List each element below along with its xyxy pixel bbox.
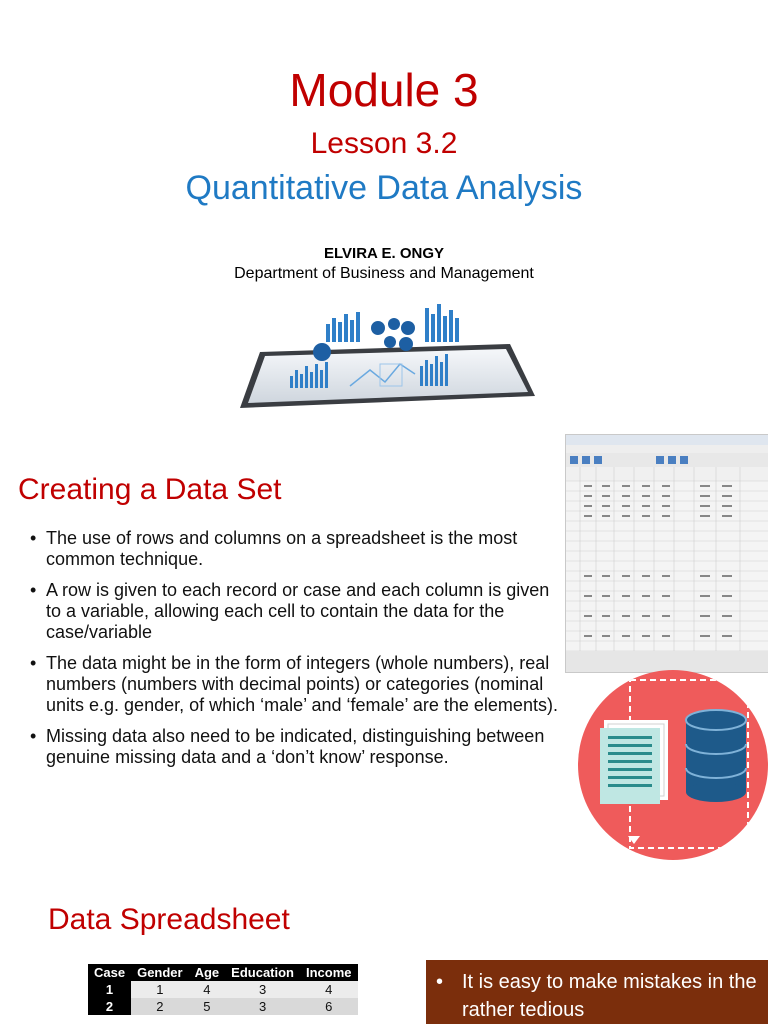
list-item: • A row is given to each record or case and each column is given to a variable, allowing each cell to contain the data for the case/variable xyxy=(30,580,565,643)
table-cell: 3 xyxy=(225,998,300,1015)
table-cell: 3 xyxy=(225,981,300,998)
bullet-marker: • xyxy=(436,971,444,993)
subject-title: Quantitative Data Analysis xyxy=(185,169,583,207)
author-department: Department of Business and Management xyxy=(234,265,534,282)
table-header-row xyxy=(88,964,358,981)
table-cell: 1 xyxy=(88,981,131,998)
list-item: • The data might be in the form of integers (whole numbers), real numbers (numbers with decimal points) or categories (nominal units e.g. gender, of which ‘male’ and ‘female’ are the elements). xyxy=(30,653,565,716)
table-row xyxy=(88,981,358,998)
list-item: • The use of rows and columns on a spreadsheet is the most common technique. xyxy=(30,528,565,570)
table-cell: 2 xyxy=(131,998,189,1015)
lesson-title: Lesson 3.2 xyxy=(310,127,458,160)
table-cell: 4 xyxy=(300,981,358,998)
spreadsheet-grid-graphic xyxy=(566,435,768,672)
column-header: Gender xyxy=(131,964,189,981)
module-title: Module 3 xyxy=(289,64,479,116)
section-heading-creating-data-set: Creating a Data Set xyxy=(18,473,282,506)
table-cell: 6 xyxy=(300,998,358,1015)
section-heading-data-spreadsheet: Data Spreadsheet xyxy=(48,903,290,936)
table-cell: 1 xyxy=(131,981,189,998)
callout-item xyxy=(436,968,768,1024)
table-cell: 2 xyxy=(88,998,131,1015)
column-header: Age xyxy=(189,964,226,981)
author-name: ELVIRA E. ONGY xyxy=(323,245,444,262)
table-row xyxy=(88,998,358,1015)
callout-box xyxy=(426,960,768,1024)
column-header: Income xyxy=(300,964,358,981)
spreadsheet-screenshot-image xyxy=(565,434,768,673)
column-header: Education xyxy=(225,964,300,981)
document-database-icon xyxy=(578,670,768,860)
list-item: • Missing data also need to be indicated, distinguishing between genuine missing data and a ‘don’t know’ response. xyxy=(30,726,565,768)
callout-text: It is easy to make mistakes in the rather tedious xyxy=(462,971,757,1021)
table-cell: 5 xyxy=(189,998,226,1015)
table-cell: 4 xyxy=(189,981,226,998)
bullet-list xyxy=(30,528,565,778)
data-table xyxy=(88,964,358,1015)
tablet-charts-illustration xyxy=(230,304,540,414)
column-header: Case xyxy=(88,964,131,981)
